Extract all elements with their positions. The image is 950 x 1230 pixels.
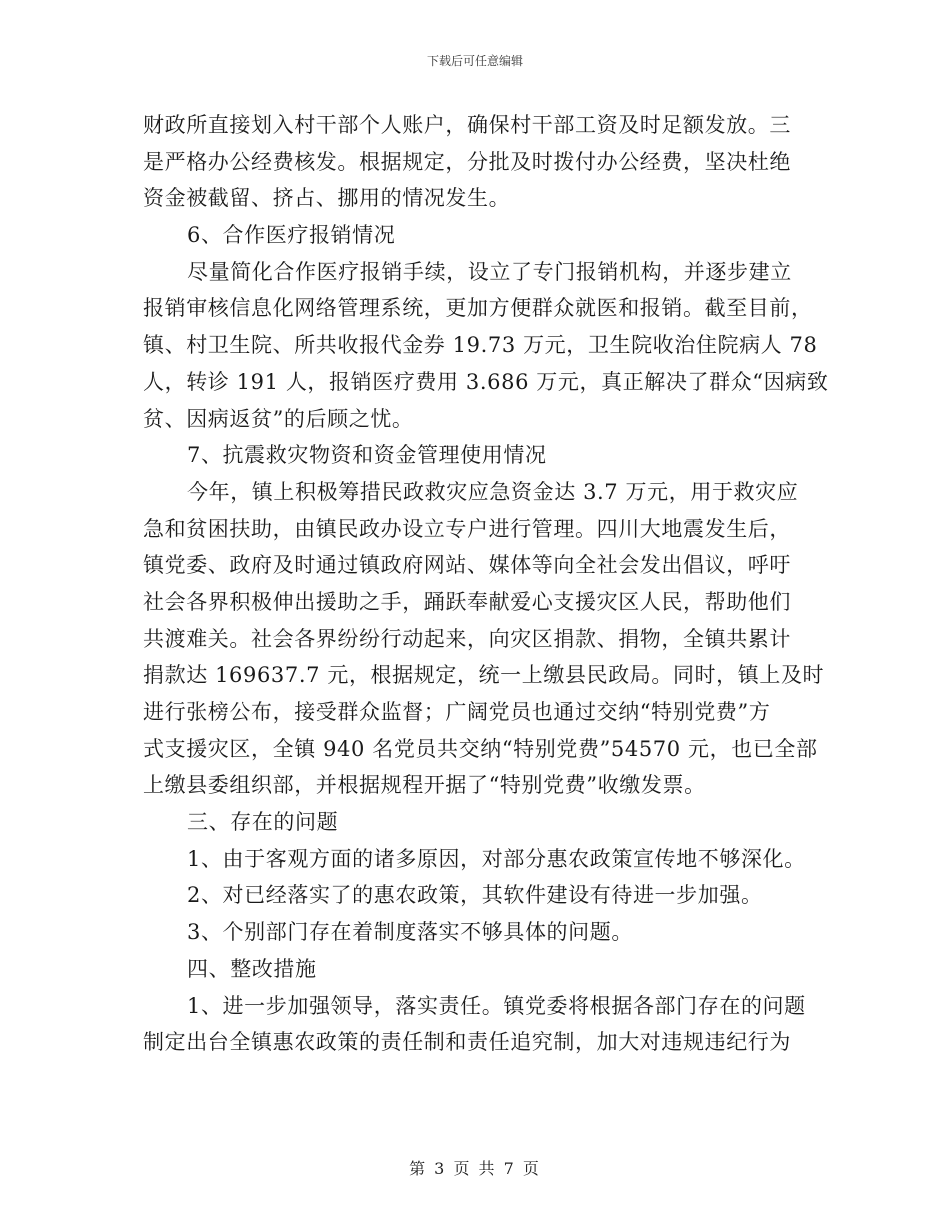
text-line: 资金被截留、挤占、挪用的情况发生。: [143, 186, 511, 211]
section-heading: 三、存在的问题: [187, 810, 339, 835]
text-line: 人，转诊 191 人，报销医疗费用 3.686 万元，真正解决了群众“因病致: [143, 369, 829, 394]
text-line: 今年，镇上积极筹措民政救灾应急资金达 3.7 万元，用于救灾应: [187, 479, 799, 504]
text-line: 尽量简化合作医疗报销手续，设立了专门报销机构，并逐步建立: [187, 259, 792, 284]
list-item: 1、进一步加强领导，落实责任。镇党委将根据各部门存在的问题: [187, 993, 806, 1018]
text-line: 上缴县委组织部，并根据规程开据了“特别党费”收缴发票。: [143, 773, 706, 798]
text-line: 财政所直接划入村干部个人账户，确保村干部工资及时足额发放。三: [143, 113, 791, 137]
list-item: 1、由于客观方面的诸多原因，对部分惠农政策宣传地不够深化。: [187, 846, 806, 871]
text-line: 报销审核信息化网络管理系统，更加方便群众就医和报销。截至目前，: [143, 296, 813, 321]
text-line: 社会各界积极伸出援助之手，踊跃奉献爱心支援灾区人民，帮助他们: [143, 589, 791, 614]
text-line: 捐款达 169637.7 元，根据规定，统一上缴县民政局。同时，镇上及时: [143, 663, 825, 688]
section-heading: 7、抗震救灾物资和资金管理使用情况: [187, 443, 547, 468]
text-line: 进行张榜公布，接受群众监督；广阔党员也通过交纳“特别党费”方: [143, 700, 771, 724]
section-heading: 四、整改措施: [187, 956, 317, 981]
text-line: 贫、因病返贫”的后顾之忧。: [143, 406, 414, 431]
list-item: 3、个别部门存在着制度落实不够具体的问题。: [187, 920, 633, 945]
text-line: 镇党委、政府及时通过镇政府网站、媒体等向全社会发出倡议，呼吁: [143, 553, 791, 578]
text-line: 式支援灾区，全镇 940 名党员共交纳“特别党费”54570 元，也已全部: [143, 736, 818, 761]
text-line: 是严格办公经费核发。根据规定，分批及时拨付办公经费，坚决杜绝: [143, 149, 791, 174]
section-heading: 6、合作医疗报销情况: [187, 223, 396, 248]
text-line: 制定出台全镇惠农政策的责任制和责任追究制，加大对违规违纪行为: [143, 1030, 791, 1055]
text-line: 急和贫困扶助，由镇民政办设立专户进行管理。四川大地震发生后，: [143, 516, 791, 541]
page-header: 下载后可任意编辑: [426, 54, 523, 68]
text-line: 镇、村卫生院、所共收报代金券 19.73 万元，卫生院收治住院病人 78: [143, 333, 818, 358]
text-line: 共渡难关。社会各界纷纷行动起来，向灾区捐款、捐物，全镇共累计: [143, 626, 791, 651]
page-number: 第 3 页 共 7 页: [409, 1159, 541, 1178]
list-item: 2、对已经落实了的惠农政策，其软件建设有待进一步加强。: [187, 883, 763, 908]
document-body: [143, 107, 829, 1061]
